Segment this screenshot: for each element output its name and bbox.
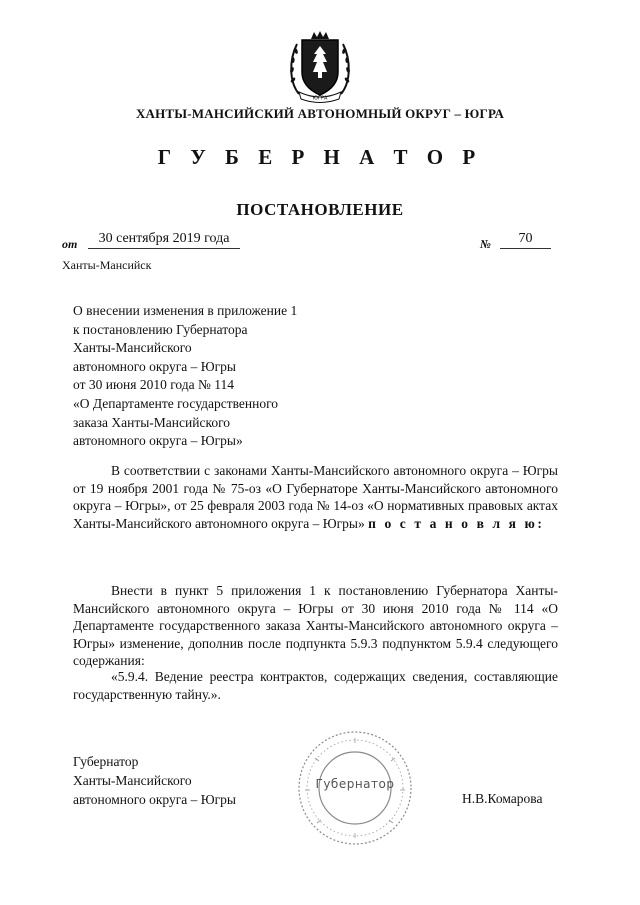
amendment-paragraph: Внести в пункт 5 приложения 1 к постановлению Губернатора Ханты-Мансийского автономного округа – Югры от 30 июня 2010 года № 114 «О Департаменте государственного заказа Ханты-Мансийского автономного округа – Югры» изменение, дополнив после подпункта 5.9.3 подпунктом 5.9.4 следующего содержания: (73, 583, 558, 669)
date-prefix: от (62, 237, 78, 251)
subject-line: О внесении изменения в приложение 1 (73, 303, 298, 318)
subject-line: к постановлению Губернатора (73, 321, 248, 337)
subject-line: заказа Ханты-Мансийского (73, 414, 231, 430)
document-number: 70 (500, 231, 551, 249)
coat-of-arms-emblem (287, 30, 353, 104)
subject-line: «О Департаменте государственного (73, 395, 279, 411)
new-subclause-paragraph: «5.9.4. Ведение реестра контрактов, содержащих сведения, составляющие государственную тайну.». (73, 669, 558, 702)
number-prefix: № (480, 237, 491, 251)
subject-line: автономного округа – Югры» (73, 433, 243, 449)
preamble-text: В соответствии с законами Ханты-Мансийского автономного округа – Югры от 19 ноября 2001 года № 75-оз «О Губернаторе Ханты-Мансийского автономного округа – Югры», от 25 февраля 2003 года № 14-оз «О нормативных правовых актах Ханты-Мансийского автономного округа – Югры» (73, 463, 558, 531)
subject-line: автономного округа – Югры (73, 358, 236, 374)
subject-line: Ханты-Мансийского (73, 340, 192, 356)
subject-line: от 30 июня 2010 года № 114 (73, 377, 235, 393)
document-type: ПОСТАНОВЛЕНИЕ (236, 200, 404, 219)
signatory-name: Н.В.Комарова (462, 791, 543, 806)
document-subject (73, 302, 297, 451)
stamp-label: Губернатор (315, 777, 395, 791)
authority-title: Г У Б Е Р Н А Т О Р (157, 145, 483, 169)
signature-title-line: Губернатор (73, 754, 139, 769)
signature-title-line: автономного округа – Югры (73, 791, 236, 807)
signature-title-line: Ханты-Мансийского (73, 772, 192, 788)
resolve-word: п о с т а н о в л я ю: (368, 515, 545, 531)
preamble-paragraph (73, 462, 558, 532)
emblem-ribbon-text: ЮГРА (312, 95, 328, 102)
city-name: Ханты-Мансийск (62, 258, 152, 272)
region-title: ХАНТЫ-МАНСИЙСКИЙ АВТОНОМНЫЙ ОКРУГ – ЮГРА (135, 106, 505, 121)
document-date: 30 сентября 2019 года (88, 231, 240, 249)
signature-title (73, 753, 236, 809)
